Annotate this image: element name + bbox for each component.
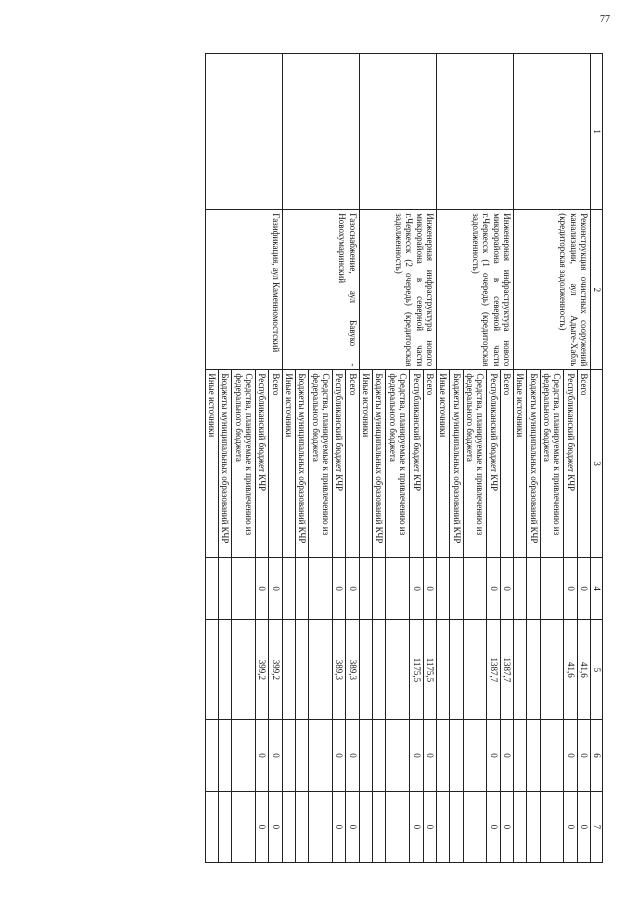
header-row — [591, 54, 603, 863]
funding-source-cell: Всего — [346, 370, 359, 558]
funding-source-cell: Иные источники — [205, 370, 218, 558]
value-cell-c4 — [296, 557, 309, 620]
funding-source-cell: Бюджеты муниципальных образований КЧР — [450, 370, 463, 558]
value-cell-c6 — [513, 720, 526, 791]
value-cell-c6 — [450, 720, 463, 791]
project-name-cell: Реконструкция очистных сооружений канализации, аул Адыге-Хабль (кредиторская задолженность) — [513, 210, 590, 370]
value-cell-c6: 0 — [333, 720, 346, 791]
value-cell-c7 — [309, 791, 333, 862]
value-cell-c7: 0 — [423, 791, 436, 862]
funding-source-cell: Республиканский бюджет КЧР — [256, 370, 269, 558]
value-cell-c5: 1175,5 — [423, 620, 436, 720]
value-cell-c7 — [232, 791, 256, 862]
value-cell-c7 — [373, 791, 386, 862]
table-row — [269, 54, 282, 863]
value-cell-c6 — [527, 720, 540, 791]
value-cell-c4: 0 — [564, 557, 577, 620]
value-cell-c6 — [282, 720, 295, 791]
project-name-cell: Инженерная инфраструктура нового микрорайона в северной части г.Черкесск (1 очередь) (кредиторская задолженность) — [436, 210, 513, 370]
value-cell-c4 — [513, 557, 526, 620]
value-cell-c4: 0 — [269, 557, 282, 620]
funding-source-cell: Средства, планируемые к привлечению из федерального бюджета — [540, 370, 564, 558]
value-cell-c4: 0 — [410, 557, 423, 620]
value-cell-c4 — [540, 557, 564, 620]
funding-source-cell: Бюджеты муниципальных образований КЧР — [219, 370, 232, 558]
value-cell-c5: 1387,7 — [487, 620, 500, 720]
value-cell-c5 — [232, 620, 256, 720]
value-cell-c7 — [282, 791, 295, 862]
project-number-cell — [205, 54, 282, 210]
column-header: 2 — [591, 210, 603, 370]
value-cell-c5 — [309, 620, 333, 720]
table-body — [205, 54, 590, 863]
value-cell-c4 — [282, 557, 295, 620]
value-cell-c6: 0 — [577, 720, 590, 791]
funding-source-cell: Всего — [500, 370, 513, 558]
value-cell-c7: 0 — [564, 791, 577, 862]
value-cell-c4 — [232, 557, 256, 620]
value-cell-c5 — [296, 620, 309, 720]
column-header: 5 — [591, 620, 603, 720]
funding-source-cell: Средства, планируемые к привлечению из федерального бюджета — [232, 370, 256, 558]
funding-source-cell: Средства, планируемые к привлечению из федерального бюджета — [463, 370, 487, 558]
value-cell-c7: 0 — [269, 791, 282, 862]
value-cell-c7 — [540, 791, 564, 862]
project-number-cell — [359, 54, 436, 210]
funding-source-cell: Иные источники — [359, 370, 372, 558]
column-header: 6 — [591, 720, 603, 791]
value-cell-c7 — [513, 791, 526, 862]
value-cell-c6: 0 — [346, 720, 359, 791]
funding-source-cell: Бюджеты муниципальных образований КЧР — [527, 370, 540, 558]
value-cell-c4 — [450, 557, 463, 620]
funding-source-cell: Всего — [269, 370, 282, 558]
funding-source-cell: Всего — [577, 370, 590, 558]
project-name-cell: Инженерная инфраструктура нового микрорайона в северной части г.Черкесск (2 очередь) (кредиторская задолженность) — [359, 210, 436, 370]
funding-source-cell: Республиканский бюджет КЧР — [333, 370, 346, 558]
value-cell-c5 — [540, 620, 564, 720]
value-cell-c6 — [359, 720, 372, 791]
value-cell-c6: 0 — [410, 720, 423, 791]
value-cell-c7: 0 — [487, 791, 500, 862]
table-row — [423, 54, 436, 863]
value-cell-c7 — [436, 791, 449, 862]
value-cell-c4: 0 — [256, 557, 269, 620]
value-cell-c4 — [463, 557, 487, 620]
value-cell-c7 — [463, 791, 487, 862]
value-cell-c5 — [463, 620, 487, 720]
value-cell-c4 — [373, 557, 386, 620]
value-cell-c7 — [205, 791, 218, 862]
value-cell-c6 — [463, 720, 487, 791]
table-row — [500, 54, 513, 863]
funding-source-cell: Республиканский бюджет КЧР — [410, 370, 423, 558]
value-cell-c7: 0 — [256, 791, 269, 862]
funding-source-cell: Республиканский бюджет КЧР — [564, 370, 577, 558]
value-cell-c5 — [205, 620, 218, 720]
value-cell-c7: 0 — [577, 791, 590, 862]
funding-source-cell: Бюджеты муниципальных образований КЧР — [296, 370, 309, 558]
funding-source-cell: Всего — [423, 370, 436, 558]
value-cell-c4: 0 — [423, 557, 436, 620]
funding-source-cell: Республиканский бюджет КЧР — [487, 370, 500, 558]
value-cell-c6: 0 — [423, 720, 436, 791]
funding-source-cell: Иные источники — [436, 370, 449, 558]
value-cell-c6: 0 — [269, 720, 282, 791]
value-cell-c5: 1387,7 — [500, 620, 513, 720]
value-cell-c6: 0 — [487, 720, 500, 791]
column-header: 3 — [591, 370, 603, 558]
value-cell-c5: 1175,5 — [410, 620, 423, 720]
funding-source-cell: Иные источники — [282, 370, 295, 558]
value-cell-c4: 0 — [346, 557, 359, 620]
table-row — [577, 54, 590, 863]
value-cell-c7 — [527, 791, 540, 862]
value-cell-c7: 0 — [410, 791, 423, 862]
value-cell-c6 — [309, 720, 333, 791]
value-cell-c6: 0 — [564, 720, 577, 791]
value-cell-c4 — [527, 557, 540, 620]
value-cell-c7: 0 — [346, 791, 359, 862]
funding-table — [205, 53, 603, 863]
value-cell-c6 — [232, 720, 256, 791]
value-cell-c4 — [386, 557, 410, 620]
funding-source-cell: Средства, планируемые к привлечению из федерального бюджета — [309, 370, 333, 558]
value-cell-c7: 0 — [500, 791, 513, 862]
value-cell-c4 — [436, 557, 449, 620]
value-cell-c5 — [282, 620, 295, 720]
column-header: 4 — [591, 557, 603, 620]
value-cell-c5 — [450, 620, 463, 720]
value-cell-c5 — [436, 620, 449, 720]
value-cell-c6 — [205, 720, 218, 791]
project-name-cell: Газификация, аул Каменномостский — [205, 210, 282, 370]
value-cell-c6 — [436, 720, 449, 791]
page-number: 77 — [600, 14, 610, 25]
value-cell-c5: 389,3 — [346, 620, 359, 720]
value-cell-c4: 0 — [333, 557, 346, 620]
value-cell-c7 — [359, 791, 372, 862]
funding-source-cell: Бюджеты муниципальных образований КЧР — [373, 370, 386, 558]
value-cell-c4 — [219, 557, 232, 620]
value-cell-c7 — [219, 791, 232, 862]
value-cell-c5 — [359, 620, 372, 720]
column-header: 1 — [591, 54, 603, 210]
value-cell-c5 — [219, 620, 232, 720]
value-cell-c6 — [540, 720, 564, 791]
value-cell-c5 — [386, 620, 410, 720]
value-cell-c5 — [513, 620, 526, 720]
project-number-cell — [513, 54, 590, 210]
value-cell-c5: 399,2 — [269, 620, 282, 720]
value-cell-c7 — [386, 791, 410, 862]
table-row — [346, 54, 359, 863]
value-cell-c5 — [527, 620, 540, 720]
value-cell-c6 — [386, 720, 410, 791]
value-cell-c5 — [373, 620, 386, 720]
project-name-cell: Газоснабжение, аул Бавуко - Новохумаринский — [282, 210, 359, 370]
value-cell-c4: 0 — [487, 557, 500, 620]
value-cell-c4 — [309, 557, 333, 620]
value-cell-c7 — [296, 791, 309, 862]
value-cell-c5: 389,3 — [333, 620, 346, 720]
value-cell-c6 — [373, 720, 386, 791]
value-cell-c4 — [205, 557, 218, 620]
value-cell-c5: 399,2 — [256, 620, 269, 720]
value-cell-c4: 0 — [500, 557, 513, 620]
value-cell-c6 — [296, 720, 309, 791]
funding-source-cell: Средства, планируемые к привлечению из федерального бюджета — [386, 370, 410, 558]
value-cell-c5: 41,6 — [577, 620, 590, 720]
project-number-cell — [282, 54, 359, 210]
column-header: 7 — [591, 791, 603, 862]
value-cell-c6: 0 — [256, 720, 269, 791]
funding-source-cell: Иные источники — [513, 370, 526, 558]
value-cell-c4: 0 — [577, 557, 590, 620]
value-cell-c5: 41,6 — [564, 620, 577, 720]
value-cell-c6 — [219, 720, 232, 791]
value-cell-c6: 0 — [500, 720, 513, 791]
value-cell-c7 — [450, 791, 463, 862]
value-cell-c4 — [359, 557, 372, 620]
project-number-cell — [436, 54, 513, 210]
value-cell-c7: 0 — [333, 791, 346, 862]
